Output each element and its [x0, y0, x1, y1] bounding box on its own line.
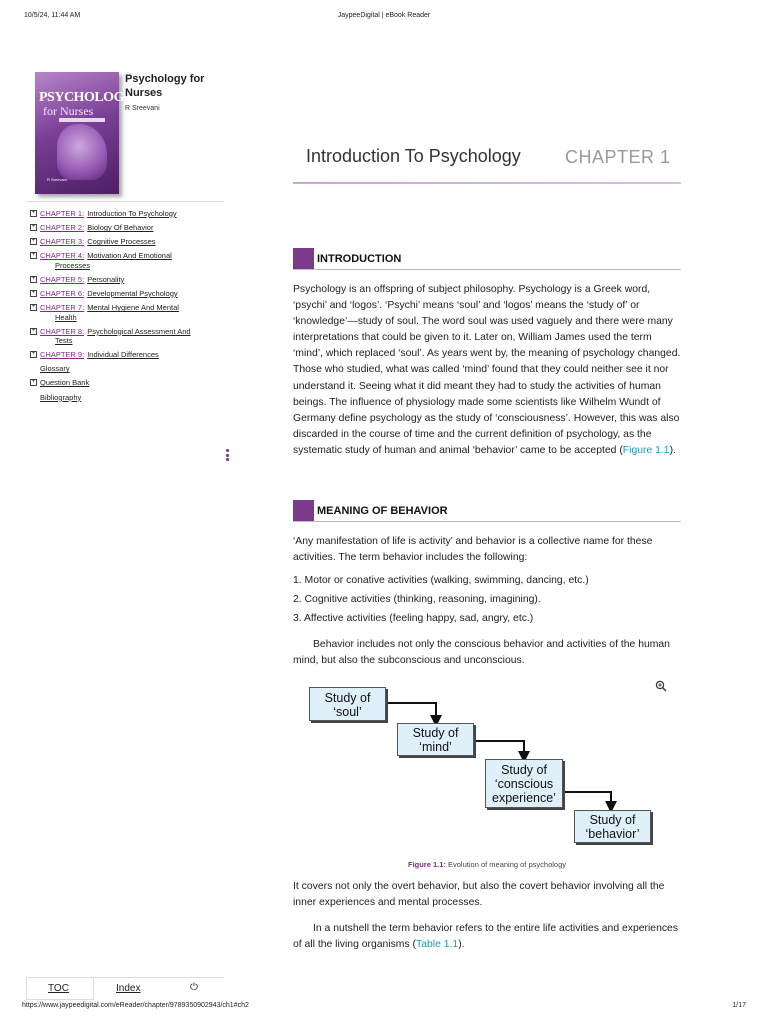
figure-box-text: ‘conscious [494, 777, 554, 791]
list-item: 3. Affective activities (feeling happy, sad, angry, etc.) [293, 613, 534, 624]
toc-chapter-3[interactable] [26, 237, 224, 247]
list-item: 1. Motor or conative activities (walking, swimming, dancing, etc.) [293, 575, 589, 586]
print-timestamp: 10/5/24, 11:44 AM [24, 12, 81, 19]
kebab-menu-icon[interactable] [226, 449, 230, 463]
toc-chapter-name[interactable]: Personality [87, 274, 125, 284]
chapter-title: Introduction To Psychology [306, 146, 521, 166]
toc-chapter-name-cont[interactable]: Health [55, 312, 77, 322]
behavior-list [293, 573, 681, 630]
figure-caption-text: Evolution of meaning of psychology [445, 860, 566, 869]
plus-box-icon[interactable]: + [31, 327, 36, 334]
figure-box-text: Study of [412, 726, 459, 740]
toc-chapter-label[interactable]: CHAPTER 7: [40, 303, 85, 313]
toc-chapter-name-cont[interactable]: Tests [55, 336, 73, 346]
plus-box-icon[interactable]: + [31, 289, 36, 296]
after-figure-paragraph: It covers not only the overt behavior, but also the covert behavior involving all the inner experiences and mental processes. [293, 881, 665, 909]
nutshell-end: ). [458, 939, 465, 951]
sidebar-divider [26, 201, 224, 202]
print-page-number: 1/17 [732, 1002, 746, 1009]
plus-box-icon[interactable]: + [31, 275, 36, 282]
plus-box-icon[interactable]: + [31, 351, 36, 358]
plus-box-icon[interactable]: + [31, 238, 36, 245]
nutshell-text: In a nutshell the term behavior refers to the entire life activities and experiences of all the living organisms ( [293, 923, 679, 951]
toc-chapter-1[interactable] [26, 209, 224, 219]
book-title [125, 72, 204, 100]
figure-box-conscious-experience [485, 759, 563, 808]
toc-question-bank-label[interactable]: Question Bank [40, 378, 90, 388]
figure-box-text: ‘behavior’ [585, 827, 640, 841]
section-title: MEANING OF BEHAVIOR [317, 505, 448, 517]
sidebar [26, 70, 224, 420]
figure-box-text: Study of [324, 691, 371, 705]
chapter-divider [293, 182, 681, 184]
cover-subtitle: for Nurses [43, 104, 94, 118]
figure-1-1-diagram [293, 685, 681, 850]
section-heading-introduction [293, 248, 681, 270]
book-cover-image [35, 72, 134, 194]
chapter-header [306, 146, 682, 170]
toc-bibliography[interactable]: Bibliography [40, 392, 82, 402]
tab-index[interactable]: Index [116, 983, 141, 994]
book-title-line2: Nurses [125, 87, 163, 99]
section-marker [293, 500, 314, 521]
figure-caption [293, 860, 681, 869]
toc-chapter-label[interactable]: CHAPTER 3: [40, 237, 85, 247]
toc-chapter-6[interactable] [26, 289, 224, 299]
toc-chapter-label[interactable]: CHAPTER 1: [40, 209, 85, 218]
plus-box-icon[interactable]: + [31, 210, 36, 216]
toc-chapter-label[interactable]: CHAPTER 8: [40, 326, 85, 336]
toc-chapter-name[interactable]: Motivation And Emotional [87, 251, 172, 261]
toc-chapter-name[interactable]: Individual Differences [87, 350, 159, 360]
toc-chapter-name[interactable]: Mental Hygiene And Mental [87, 303, 179, 313]
plus-box-icon[interactable]: + [31, 304, 36, 311]
figure-box-behavior [574, 810, 651, 843]
print-title: JaypeeDigital | eBook Reader [337, 12, 431, 19]
toc-chapter-label[interactable]: CHAPTER 4: [40, 251, 85, 261]
section-title: INTRODUCTION [317, 253, 402, 265]
toc-chapter-4[interactable] [26, 251, 224, 270]
toc-chapter-label[interactable]: CHAPTER 9: [40, 350, 85, 360]
bottom-tab-bar [26, 977, 224, 999]
toc-chapter-name[interactable]: Cognitive Processes [87, 237, 156, 247]
print-footer [0, 1002, 768, 1014]
tab-toc[interactable]: TOC [48, 983, 69, 994]
cover-title: PSYCHOLOGY [39, 90, 134, 105]
figure-box-mind [397, 723, 474, 756]
toc-chapter-5[interactable] [26, 275, 224, 285]
book-title-line1: Psychology for [125, 73, 205, 85]
figure-box-text: Study of [589, 813, 636, 827]
list-item: 2. Cognitive activities (thinking, reasoning, imagining). [293, 594, 541, 605]
book-author: R Sreevani [125, 105, 160, 112]
toc-chapter-2[interactable] [26, 223, 224, 233]
toc-chapter-8[interactable] [26, 327, 224, 346]
toc-chapter-label[interactable]: CHAPTER 5: [40, 274, 85, 284]
behavior-paragraph: ‘Any manifestation of life is activity’ and behavior is a collective name for these activities. The term behavior includes the following: [293, 536, 653, 564]
plus-box-icon[interactable]: + [31, 224, 36, 231]
figure-caption-label: Figure 1.1: [407, 860, 446, 869]
intro-end: ). [669, 444, 676, 456]
intro-text: Psychology is an offspring of subject philosophy. Psychology is a Greek word, ‘psychi’ and ‘logos’. ‘Psychi’ means ‘soul’ and ‘logos’ means the ‘study of’ or ‘knowledge’—study of soul. The word soul was used vaguely and there were many interpretations that could be given to it. Later on, William James used the term ‘mind’, which replaced ‘soul’. As years went by, the meaning of psychology changed. Those who studied, what was called ‘mind’ found that they could neither see it nor understand it. Seeing what it did meant they had to study the activities of human beings. The influence of physiology made some scientists like Wilhelm Wundt of Germany define psychology as the study of ‘consciousness’. However, this was also discarded in the course of time and the current definition of psychology, as the systematic study of human and animal ‘behavior’ came to be accepted ( [293, 284, 681, 456]
print-url: https://www.jaypeedigital.com/eReader/chapter/9789350902943/ch1#ch2 [22, 1002, 249, 1009]
figure-box-text: experience’ [492, 791, 556, 805]
figure-box-text: ‘mind’ [419, 740, 452, 754]
intro-paragraph [293, 282, 681, 459]
chapter-number: CHAPTER 1 [565, 147, 671, 167]
behavior-paragraph-2: Behavior includes not only the conscious behavior and activities of the human mind, but also the subconscious and unconscious. [293, 639, 670, 667]
cover-edition-band [59, 118, 105, 122]
figure-link[interactable]: Figure 1.1 [622, 444, 670, 456]
print-header [0, 12, 768, 24]
figure-box-soul [309, 687, 386, 721]
toc-chapter-name[interactable]: Developmental Psychology [87, 288, 178, 298]
toc-glossary[interactable]: Glossary [40, 364, 70, 374]
toc-chapter-name[interactable]: Biology Of Behavior [87, 223, 154, 233]
toc-chapter-label[interactable]: CHAPTER 2: [40, 223, 85, 233]
toc-chapter-9[interactable] [26, 350, 224, 360]
figure-box-text: Study of [501, 763, 547, 777]
table-link[interactable]: Table 1.1 [416, 939, 459, 951]
section-marker [293, 248, 314, 269]
toc-chapter-name-cont[interactable]: Processes [55, 260, 91, 270]
toc-chapter-name[interactable]: Psychological Assessment And [87, 326, 191, 336]
section-heading-meaning-of-behavior [293, 500, 681, 522]
cover-author: R Sreevani [47, 177, 67, 182]
toc-chapter-label[interactable]: CHAPTER 6: [40, 288, 85, 298]
figure-box-text: ‘soul’ [333, 705, 362, 719]
nutshell-paragraph [293, 921, 681, 953]
power-icon[interactable]: ⏻ [190, 982, 198, 993]
table-of-contents [26, 209, 224, 407]
plus-box-icon[interactable]: + [31, 252, 36, 259]
toc-chapter-name[interactable]: Introduction To Psychology [87, 209, 177, 218]
cover-head-illustration [57, 124, 107, 180]
toc-chapter-7[interactable] [26, 303, 224, 322]
plus-box-icon[interactable]: + [31, 379, 36, 386]
toc-question-bank[interactable] [26, 378, 224, 388]
